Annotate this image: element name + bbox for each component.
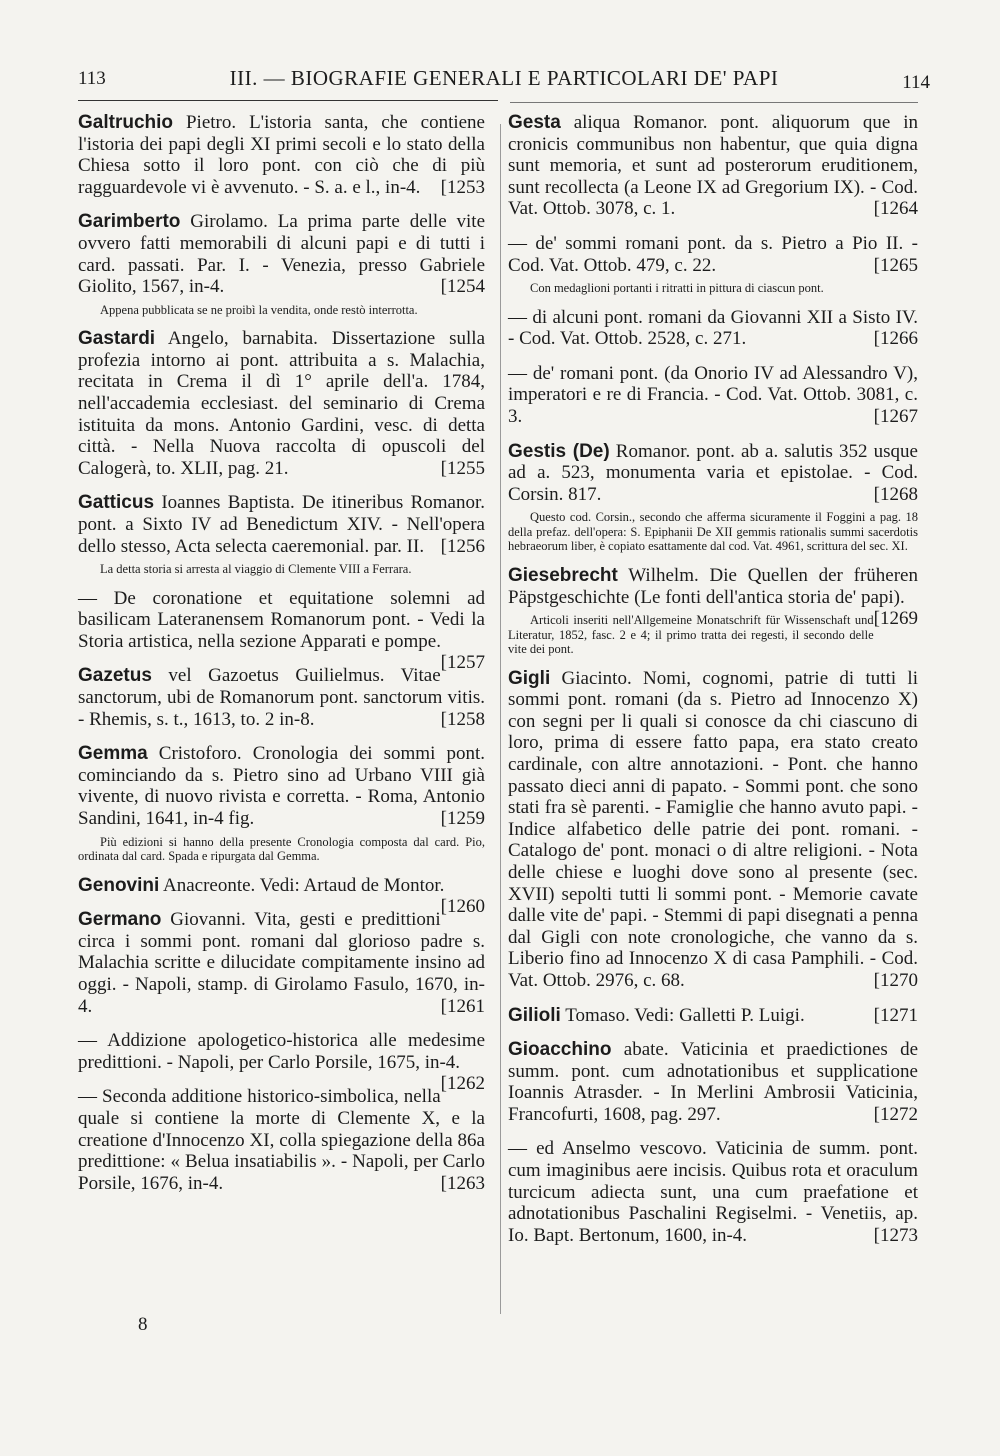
entry-number: [1269 <box>873 608 918 630</box>
entry-text: Wilhelm. Die Quellen der früheren Päpstgeschichte (Le fonti dell'antica storia de' papi). <box>508 564 918 608</box>
entry-number: [1265 <box>873 254 918 276</box>
entry-text: Anacreonte. Vedi: Artaud de Montor. <box>159 874 445 896</box>
entry-headword: Gastardi <box>78 328 156 350</box>
entry-text: — Seconda additione historico-simbolica, nella quale si contiene la morte di Clemente X, e la creatione d'Innocenzo XI, colla spiegazione della 86a predittione: « Belua insatiabilis ». - Napoli, per Carlo Porsile, 1676, in-4. <box>78 1086 485 1194</box>
entry-text: vel Gazoetus Guilielmus. Vitae sanctorum, ubi de Romanorum pont. sanctorum vitis. - Rhemis, s. t., 1613, to. 2 in-8. <box>78 665 485 730</box>
bibliography-entry <box>508 307 918 350</box>
entry-text: Tomaso. Vedi: Galletti P. Luigi. <box>560 1004 805 1026</box>
bibliography-entry <box>78 112 485 198</box>
entry-note: La detta storia si arresta al viaggio di Clemente VIII a Ferrara. <box>100 562 412 577</box>
bibliography-entry <box>508 112 918 220</box>
entry-headword: Gestis (De) <box>508 440 610 462</box>
entry-note: Questo cod. Corsin., secondo che afferma sicuramente il Foggini a pag. 18 della prefaz. dell'opera: S. Epiphanii De XII gemmis rationalis summi sacerdotis hebraeorum liber, è copiato esattamente dal cod. Vat. 4961, scrittura del sec. XI. <box>508 510 918 554</box>
running-header <box>78 62 930 98</box>
entry-note: Appena pubblicata se ne proibì la vendita, onde restò interrotta. <box>100 302 418 317</box>
entry-headword: Gioacchino <box>508 1039 612 1061</box>
entry-headword: Gazetus <box>78 665 152 687</box>
entry-text: Cristoforo. Cronologia dei sommi pont. cominciando da s. Pietro sino ad Urbano VIII già vivente, di nuovo rivista e corretta. - Roma, Antonio Sandini, 1641, in-4 fig. <box>78 743 485 830</box>
entry-number: [1255 <box>440 457 485 479</box>
bibliography-entry <box>78 587 485 674</box>
entry-number: [1257 <box>440 652 485 674</box>
entry-note: Con medaglioni portanti i ritratti in pittura di ciascun pont. <box>530 281 824 296</box>
entry-number: [1259 <box>440 808 485 830</box>
entry-number: [1264 <box>873 198 918 220</box>
entry-number: [1261 <box>440 995 485 1017</box>
bibliography-entry <box>78 874 485 918</box>
entry-headword: Garimberto <box>78 211 181 233</box>
entry-headword: Galtruchio <box>78 112 174 133</box>
entry-number: [1270 <box>873 969 918 991</box>
bibliography-entry <box>508 668 918 992</box>
entry-text: Giovanni. Vita, gesti e predittioni circa i sommi pont. romani dal glorioso padre s. Malachia scritte e dilucidate compitamente insino ad oggi. - Napoli, stamp. di Girolamo Fasulo, 1670, in-4. <box>78 909 485 1017</box>
entry-number: [1262 <box>440 1073 485 1095</box>
left-column <box>78 112 485 1207</box>
bibliography-entry <box>78 492 485 557</box>
bibliography-entry <box>78 328 485 479</box>
entry-number: [1271 <box>873 1004 918 1026</box>
right-column <box>508 112 918 1259</box>
bibliography-entry <box>508 233 918 276</box>
entry-headword: Gesta <box>508 112 561 133</box>
entry-text: — de' romani pont. (da Onorio IV ad Alessandro V), imperatori e re di Francia. - Cod. Vat. Ottob. 3081, c. 3. <box>508 362 918 428</box>
entry-text: — Addizione apologetico-historica alle medesime predittioni. - Napoli, per Carlo Porsile, 1675, in-4. <box>78 1030 485 1073</box>
bibliography-entry <box>508 441 918 506</box>
entry-number: [1253 <box>440 176 485 198</box>
bibliography-entry <box>78 665 485 730</box>
entry-number: [1267 <box>873 406 918 428</box>
entry-number: [1260 <box>440 896 485 918</box>
page-number-right: 114 <box>902 72 930 93</box>
entry-text: Romanor. pont. ab a. salutis 352 usque ad a. 523, monumenta varia et epistolae. - Cod. Corsin. 817. <box>508 440 918 505</box>
entry-number: [1258 <box>440 708 485 730</box>
entry-number: [1268 <box>873 483 918 505</box>
entry-text: aliqua Romanor. pont. aliquorum que in cronicis communibus non habentur, que quia digna sunt memoria, et sunt ad posterorum eruditionem, sunt recollecta (a Leone IX ad Gregorium IX). - Cod. Vat. Ottob. 3078, c. 1. <box>508 112 918 220</box>
entry-headword: Gilioli <box>508 1004 561 1026</box>
entry-headword: Giesebrecht <box>508 564 618 586</box>
header-rule-left <box>78 100 498 101</box>
bibliography-entry <box>78 743 485 829</box>
bibliography-entry <box>508 1138 918 1246</box>
entry-headword: Germano <box>78 909 162 931</box>
entry-text: — di alcuni pont. romani da Giovanni XII a Sisto IV. - Cod. Vat. Ottob. 2528, c. 271. <box>508 306 918 350</box>
entry-headword: Gatticus <box>78 492 155 514</box>
bibliography-entry <box>78 211 485 297</box>
entry-number: [1266 <box>873 328 918 350</box>
entry-note: Articoli inseriti nell'Allgemeine Monatschrift für Wissenschaft und Literatur, 1852, fasc. 2 e 4; il primo tratta dei regesti, il secondo delle vite dei pont. <box>508 613 874 657</box>
bibliography-entry <box>508 1005 918 1027</box>
entry-text: — de' sommi romani pont. da s. Pietro a Pio II. - Cod. Vat. Ottob. 479, c. 22. <box>508 232 918 276</box>
entry-text: Giacinto. Nomi, cognomi, patrie di tutti li sommi pont. romani (da s. Pietro ad Innocenzo X) con segni per li quali si conosce da chi ciascuno di loro, prima di essere fatto papa, era stato creato cardinale, con altre annotazioni. - Pont. che hanno passato dieci anni di papato. - Sommi pont. che sono stati fra sè parenti. - Famiglie che hanno avuto papi. - Indice alfabetico delle patrie dei pont. romani. - Catalogo de' pont. monaci o di altre religioni. - Nota delle chiese e luoghi dove sono al presente (sec. XVII) sepolti tutti li sommi pont. - Memorie cavate dalle vite de' papi. - Stemmi di papi disegnati a penna dal Gigli con note cronologiche, che vanno da s. Liberio fino ad Innocenzo X di casa Pamphili. - Cod. Vat. Ottob. 2976, c. 68. <box>508 667 918 991</box>
signature-mark: 8 <box>138 1314 148 1335</box>
bibliography-entry <box>78 909 485 1017</box>
entry-text: abate. Vaticinia et praedictiones de summ. pont. cum adnotationibus et supplicatione Ioannis Atrasder. - In Merlini Ambrosii Vaticinia, Francofurti, 1608, pag. 297. <box>508 1039 918 1125</box>
entry-text: — ed Anselmo vescovo. Vaticinia de summ. pont. cum imaginibus aere incisis. Quibus rota et oraculum turcicum adiecta sunt, una cum praefatione et adnotationibus Paschalini Regiselmi. - Venetiis, ap. Io. Bapt. Bertonum, 1600, in-4. <box>508 1138 918 1246</box>
entry-number: [1273 <box>873 1224 918 1246</box>
entry-text: Ioannes Baptista. De itineribus Romanor. pont. a Sixto IV ad Benedictum XIV. - Nell'opera dello stesso, Acta selecta caeremonial. par. II. <box>78 492 485 557</box>
entry-note: Più edizioni si hanno della presente Cronologia composta dal card. Pio, ordinata dal card. Spada e ripurgata dal Gemma. <box>78 834 485 864</box>
column-divider <box>500 124 501 1314</box>
entry-number: [1256 <box>440 535 485 557</box>
entry-text: — De coronatione et equitatione solemni ad basilicam Lateranensem Romanorum pont. - Vedi la Storia artistica, nella sezione Apparati e pompe. <box>78 587 485 652</box>
bibliography-entry <box>508 363 918 428</box>
bibliography-entry <box>508 564 918 630</box>
entry-headword: Gemma <box>78 743 148 765</box>
entry-headword: Genovini <box>78 874 160 896</box>
page-number-left: 113 <box>78 68 106 89</box>
entry-number: [1254 <box>440 276 485 298</box>
entry-number: [1272 <box>873 1103 918 1125</box>
bibliography-entry <box>78 1030 485 1095</box>
entry-text: Pietro. L'istoria santa, che contiene l'istoria dei papi degli XI primi secoli e lo stato della Chiesa sotto il loro pont. con ciò che di più ragguardevole vi è avvenuto. - S. a. e l., in-4. <box>78 112 485 198</box>
page-title: III. — BIOGRAFIE GENERALI E PARTICOLARI DE' PAPI <box>229 66 779 90</box>
bibliography-entry <box>508 1039 918 1125</box>
bibliography-entry <box>78 1086 485 1194</box>
entry-number: [1263 <box>440 1172 485 1194</box>
header-rule-right <box>510 102 918 103</box>
entry-text: Angelo, barnabita. Dissertazione sulla profezia intorno ai pont. attribuita a s. Malachia, recitata in Crema il dì 1° aprile dell'a. 1784, nell'accademia ecclesiast. del seminario di Crema istituita da mons. Antonio Gardini, vesc. di detta città. - Nella Nuova raccolta di opuscoli del Calogerà, to. XLII, pag. 21. <box>78 328 485 479</box>
entry-text: Girolamo. La prima parte delle vite ovvero fatti memorabili di alcuni papi e di tutti i card. passati. Par. I. - Venezia, presso Gabriele Giolito, 1567, in-4. <box>78 211 485 298</box>
entry-headword: Gigli <box>508 667 551 689</box>
